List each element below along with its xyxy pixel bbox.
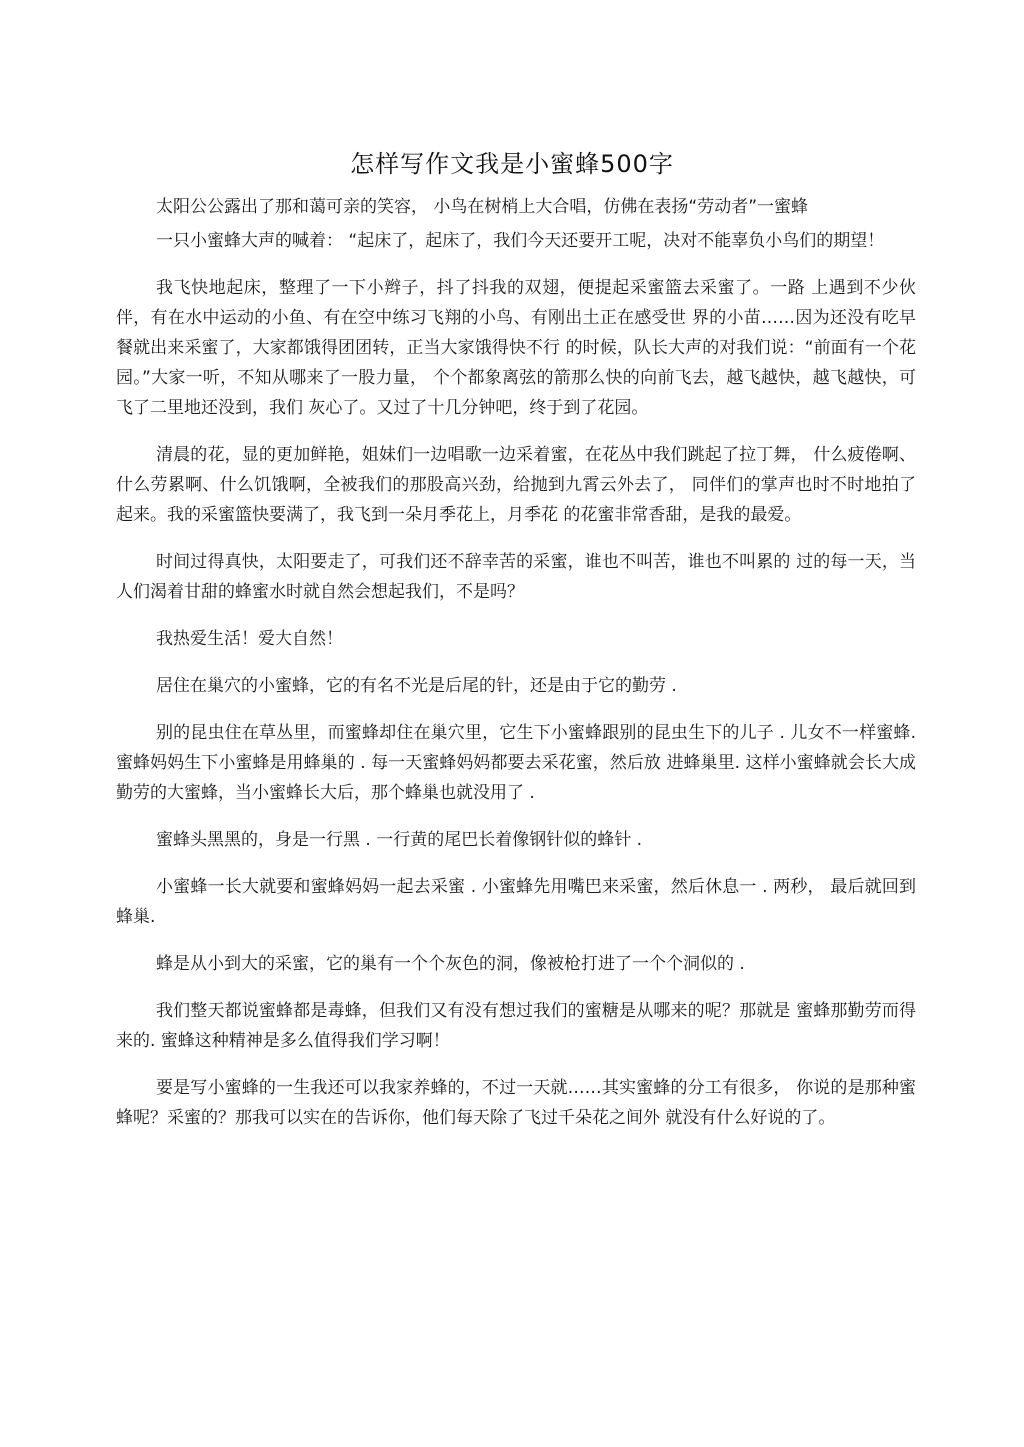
paragraph-2: 一只小蜜蜂大声的喊着： “起床了，起床了，我们今天还要开工呢，决对不能辜负小鸟们的期望！ — [156, 231, 885, 251]
paragraph-10: 小蜜蜂一长大就要和蜜蜂妈妈一起去采蜜 . 小蜜蜂先用嘴巴来采蜜，然后休息一 . 两秒， 最后就回到蜂巢. — [116, 877, 916, 927]
paragraph-8: 别的昆虫住在草丛里，而蜜蜂却住在巢穴里，它生下小蜜蜂跟别的昆虫生下的儿子 . 儿女不一样蜜蜂. 蜜蜂妈妈生下小蜜蜂是用蜂巢的 . 每一天蜜蜂妈妈都要去采花蜜，然后放 进蜂巢里. 这样小蜜蜂就会长大成勤劳的大蜜蜂，当小蜜蜂长大后，那个蜂巢也就没用了 . — [116, 723, 916, 803]
paragraph-3: 我飞快地起床，整理了一下小辫子，抖了抖我的双翅，便提起采蜜篮去采蜜了。一路 上遇到不少伙伴，有在水中运动的小鱼、有在空中练习飞翔的小鸟、有刚出土正在感受世 界的小苗……因为还没有吃早餐就出来采蜜了，大家都饿得团团转，正当大家饿得快不行 的时候，队长大声的对我们说：“前面有一个花园。”大家一听，不知从哪来了一股力量， 个个都象离弦的箭那么快的向前飞去，越飞越快，越飞越快，可飞了二里地还没到，我们 灰心了。又过了十几分钟吧，终于到了花园。 — [116, 278, 916, 418]
document-body — [116, 192, 916, 1150]
paragraph-6: 我热爱生活！爱大自然！ — [156, 629, 343, 649]
paragraph-1: 太阳公公露出了那和蔼可亲的笑容， 小鸟在树梢上大合唱，仿佛在表扬“劳动者”一蜜蜂 — [156, 197, 809, 217]
paragraph-13: 要是写小蜜蜂的一生我还可以我家养蜂的，不过一天就……其实蜜蜂的分工有很多， 你说的是那种蜜蜂呢？采蜜的？那我可以实在的告诉你，他们每天除了飞过千朵花之间外 就没有什么好说的了。 — [116, 1078, 916, 1128]
paragraph-9: 蜜蜂头黑黑的，身是一行黑 . 一行黄的尾巴长着像钢针似的蜂针 . — [156, 830, 643, 850]
document-title: 怎样写作文我是小蜜蜂500字 — [350, 150, 674, 179]
paragraph-12: 我们整天都说蜜蜂都是毒蜂，但我们又有没有想过我们的蜜糖是从哪来的呢？那就是 蜜蜂那勤劳而得来的. 蜜蜂这种精神是多么值得我们学习啊！ — [116, 1001, 916, 1051]
paragraph-7: 居住在巢穴的小蜜蜂，它的有名不光是后尾的针，还是由于它的勤劳 . — [156, 676, 677, 696]
paragraph-11: 蜂是从小到大的采蜜，它的巢有一个个灰色的洞，像被枪打进了一个个洞似的 . — [156, 954, 745, 974]
paragraph-4: 清晨的花，显的更加鲜艳，姐妹们一边唱歌一边采着蜜，在花丛中我们跳起了拉丁舞， 什么疲倦啊、什么劳累啊、什么饥饿啊，全被我们的那股高兴劲，给抛到九霄云外去了， 同伴们的掌声也时不时地拍了起来。我的采蜜篮快要满了，我飞到一朵月季花上，月季花 的花蜜非常香甜，是我的最爱。 — [116, 445, 916, 525]
paragraph-5: 时间过得真快，太阳要走了，可我们还不辞幸苦的采蜜，谁也不叫苦，谁也不叫累的 过的每一天，当人们渴着甘甜的蜂蜜水时就自然会想起我们，不是吗？ — [116, 552, 916, 602]
